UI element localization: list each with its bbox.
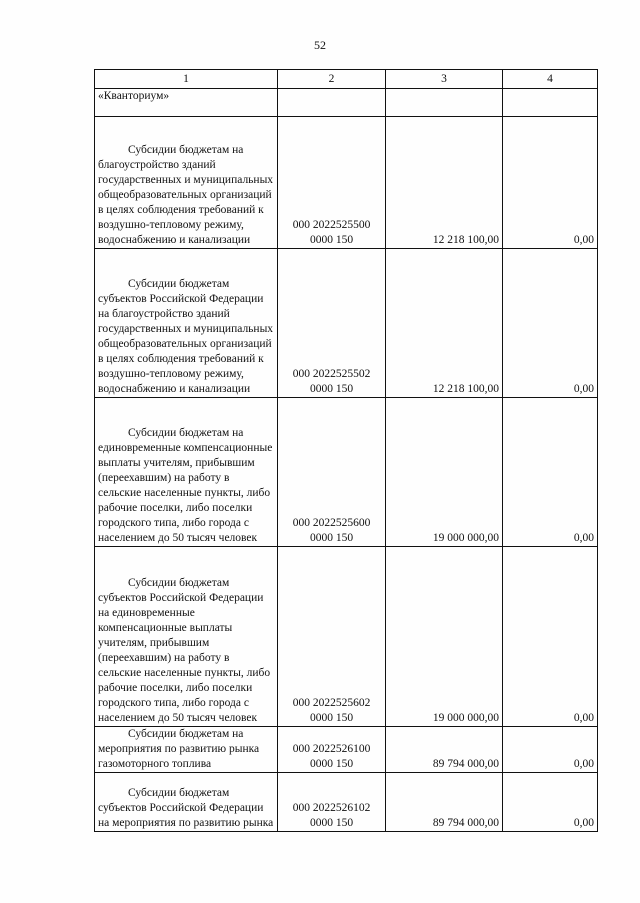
row-value: 89 794 000,00 xyxy=(386,773,503,832)
row-value xyxy=(386,89,503,117)
row-code: 000 2022525500 0000 150 xyxy=(278,117,386,249)
row-code: 000 2022525602 0000 150 xyxy=(278,547,386,727)
row-name: Субсидии бюджетам на единовременные компенсационные выплаты учителям, прибывшим (переехавшим) на работу в сельские населенные пункты, либо рабочие поселки, либо поселки городского типа, либо города с населением до 50 тысяч человек xyxy=(95,398,278,547)
row-value-2: 0,00 xyxy=(503,773,598,832)
row-code: 000 2022526102 0000 150 xyxy=(278,773,386,832)
row-code: 000 2022525600 0000 150 xyxy=(278,398,386,547)
table-row xyxy=(95,727,598,773)
row-value: 19 000 000,00 xyxy=(386,547,503,727)
table-row xyxy=(95,547,598,727)
column-header: 4 xyxy=(503,70,598,89)
table-row xyxy=(95,773,598,832)
row-name: Субсидии бюджетам субъектов Российской Федерации на благоустройство зданий государственных и муниципальных общеобразовательных организаций в целях соблюдения требований к воздушно-тепловому режиму, водоснабжению и канализации xyxy=(95,249,278,398)
row-value-2: 0,00 xyxy=(503,727,598,773)
row-value-2 xyxy=(503,89,598,117)
row-code: 000 2022525502 0000 150 xyxy=(278,249,386,398)
table-row xyxy=(95,117,598,249)
row-code: 000 2022526100 0000 150 xyxy=(278,727,386,773)
row-value: 89 794 000,00 xyxy=(386,727,503,773)
table-row xyxy=(95,398,598,547)
table-row xyxy=(95,249,598,398)
row-code xyxy=(278,89,386,117)
column-header: 3 xyxy=(386,70,503,89)
row-name: Субсидии бюджетам субъектов Российской Федерации на единовременные компенсационные выплаты учителям, прибывшим (переехавшим) на работу в сельские населенные пункты, либо рабочие поселки, либо поселки городского типа, либо города с населением до 50 тысяч человек xyxy=(95,547,278,727)
row-value-2: 0,00 xyxy=(503,117,598,249)
budget-table xyxy=(94,69,598,832)
row-name: «Кванториум» xyxy=(95,89,278,117)
row-value-2: 0,00 xyxy=(503,249,598,398)
row-value: 12 218 100,00 xyxy=(386,249,503,398)
table-row xyxy=(95,89,598,117)
table-header-row xyxy=(95,70,598,89)
column-header: 1 xyxy=(95,70,278,89)
row-name: Субсидии бюджетам субъектов Российской Федерации на мероприятия по развитию рынка xyxy=(95,773,278,832)
row-value: 19 000 000,00 xyxy=(386,398,503,547)
row-value-2: 0,00 xyxy=(503,547,598,727)
row-name: Субсидии бюджетам на благоустройство зданий государственных и муниципальных общеобразовательных организаций в целях соблюдения требований к воздушно-тепловому режиму, водоснабжению и канализации xyxy=(95,117,278,249)
row-name: Субсидии бюджетам на мероприятия по развитию рынка газомоторного топлива xyxy=(95,727,278,773)
column-header: 2 xyxy=(278,70,386,89)
row-value-2: 0,00 xyxy=(503,398,598,547)
page-number: 52 xyxy=(314,38,326,52)
row-value: 12 218 100,00 xyxy=(386,117,503,249)
